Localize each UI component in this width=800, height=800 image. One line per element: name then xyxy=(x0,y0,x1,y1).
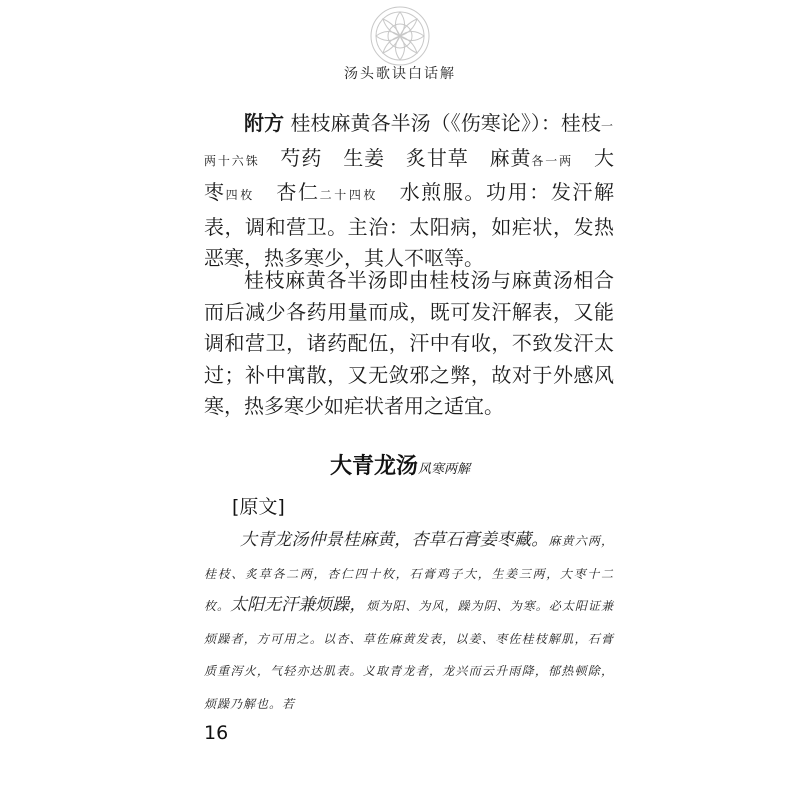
running-header-title: 汤头歌诀白话解 xyxy=(344,66,456,82)
formula-text-3: 大枣 xyxy=(204,145,614,204)
dosage-note-1: 一两十六铢 xyxy=(204,119,614,168)
formula-text-5: 水煎服。功用：发汗解表，调和营卫。主治：太阳病，如疟状，发热恶寒，热多寒少，其人不呕等。 xyxy=(204,180,615,270)
original-verse: 大青龙汤仲景桂麻黄，杏草石膏姜枣藏。 xyxy=(240,530,549,550)
section-title-sub: 风寒两解 xyxy=(418,462,471,477)
commentary-paragraph: 桂枝麻黄各半汤即由桂枝汤与麻黄汤相合而后减少各药用量而成，既可发汗解表，又能调和营卫，诸药配伍，汗中有收，不致发汗太过；补中寓散，又无敛邪之弊，故对于外感风寒，热多寒少如疟状者用之适宜。 xyxy=(204,268,614,418)
formula-text-1: 桂枝麻黄各半汤（《伤寒论》）：桂枝 xyxy=(290,111,601,135)
page-number: 16 xyxy=(204,722,229,744)
formula-text-2: 芍药 生姜 炙甘草 麻黄 xyxy=(280,145,532,170)
section-title xyxy=(0,449,800,480)
original-dosage: 麻黄六两，桂枝、炙草各二两，杏仁四十枚，石膏鸡子大，生姜三两，大枣十二枚。 xyxy=(204,534,614,614)
original-text-paragraph xyxy=(204,525,614,721)
attached-formula-paragraph xyxy=(204,108,614,275)
section-title-main: 大青龙汤 xyxy=(329,454,418,479)
decorative-seal-icon xyxy=(365,4,435,68)
dosage-note-2: 各一两 xyxy=(531,153,574,168)
formula-text-4: 杏仁 xyxy=(276,180,320,204)
dosage-note-4: 二十四枚 xyxy=(319,188,379,202)
attached-formula-label: 附方 xyxy=(244,111,285,135)
original-note: 烦为阳、为风，躁为阴、为寒。必太阳证兼烦躁者，方可用之。以杏、草佐麻黄发表，以姜、枣佐桂枝解肌，石膏质重泻火，气轻亦达肌表。义取青龙者，龙兴而云升雨降，郁热顿除，烦躁乃解也。若 xyxy=(204,599,614,711)
dosage-note-3: 四枚 xyxy=(225,188,255,202)
original-verse-2: 太阳无汗兼烦躁， xyxy=(230,595,367,616)
original-text-label: [原文] xyxy=(232,496,285,518)
